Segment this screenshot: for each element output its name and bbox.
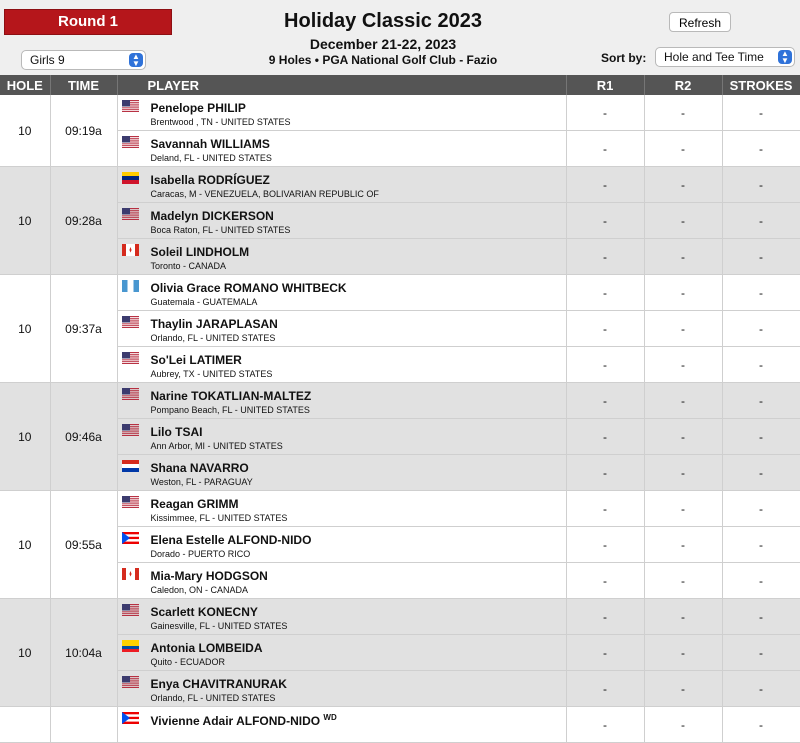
page-title: Holiday Classic 2023 xyxy=(284,10,482,32)
table-row xyxy=(0,527,800,563)
us-flag-icon xyxy=(122,136,139,148)
r1-score: - xyxy=(566,635,644,671)
player-location: Caledon, ON - CANADA xyxy=(150,585,249,595)
sort-select-value: Hole and Tee Time xyxy=(664,50,764,64)
round-tab[interactable]: Round 1 xyxy=(4,9,172,35)
strokes-total: - xyxy=(722,599,800,635)
r2-score: - xyxy=(644,671,722,707)
venezuela-flag-icon xyxy=(122,172,139,184)
r2-score: - xyxy=(644,635,722,671)
strokes-total: - xyxy=(722,635,800,671)
player-cell[interactable] xyxy=(117,383,566,419)
table-row xyxy=(0,131,800,167)
r1-score: - xyxy=(566,491,644,527)
r1-score: - xyxy=(566,275,644,311)
tee-time-cell: 09:37a xyxy=(50,275,117,383)
player-cell[interactable] xyxy=(117,455,566,491)
player-name[interactable]: Thaylin JARAPLASAN xyxy=(150,317,278,331)
table-row xyxy=(0,419,800,455)
player-name[interactable]: Lilo TSAI xyxy=(150,425,203,439)
player-name[interactable]: Shana NAVARRO xyxy=(150,461,249,475)
r1-score: - xyxy=(566,167,644,203)
strokes-total: - xyxy=(722,95,800,131)
us-flag-icon xyxy=(122,388,139,400)
player-location: Orlando, FL - UNITED STATES xyxy=(150,693,276,703)
table-row xyxy=(0,599,800,635)
r1-score: - xyxy=(566,311,644,347)
column-header-r2[interactable]: R2 xyxy=(644,75,722,95)
ecuador-flag-icon xyxy=(122,640,139,652)
r2-score: - xyxy=(644,167,722,203)
player-location: Brentwood , TN - UNITED STATES xyxy=(150,117,291,127)
select-chevron-icon: ▲ ▼ xyxy=(778,50,792,64)
tee-time-cell: 09:19a xyxy=(50,95,117,167)
table-row xyxy=(0,491,800,527)
player-location: Kissimmee, FL - UNITED STATES xyxy=(150,513,288,523)
r1-score: - xyxy=(566,131,644,167)
r2-score: - xyxy=(644,455,722,491)
strokes-total: - xyxy=(722,167,800,203)
column-header-hole[interactable]: HOLE xyxy=(0,75,50,95)
player-location: Aubrey, TX - UNITED STATES xyxy=(150,369,273,379)
player-cell[interactable] xyxy=(117,671,566,707)
paraguay-flag-icon xyxy=(122,460,139,472)
us-flag-icon xyxy=(122,676,139,688)
player-name[interactable]: Mia-Mary HODGSON xyxy=(150,569,268,583)
canada-flag-icon xyxy=(122,244,139,256)
division-select-value: Girls 9 xyxy=(30,53,65,67)
tee-time-cell: 09:28a xyxy=(50,167,117,275)
player-cell[interactable] xyxy=(117,239,566,275)
r1-score: - xyxy=(566,383,644,419)
player-location: Toronto - CANADA xyxy=(150,261,227,271)
strokes-total: - xyxy=(722,311,800,347)
column-header-r1[interactable]: R1 xyxy=(566,75,644,95)
refresh-button[interactable]: Refresh xyxy=(669,12,731,32)
column-header-player[interactable]: PLAYER xyxy=(117,75,566,95)
r1-score: - xyxy=(566,203,644,239)
column-header-time[interactable]: TIME xyxy=(50,75,117,95)
r1-score: - xyxy=(566,671,644,707)
strokes-total: - xyxy=(722,239,800,275)
player-cell[interactable] xyxy=(117,635,566,671)
r1-score: - xyxy=(566,347,644,383)
strokes-total: - xyxy=(722,563,800,599)
hole-cell: 10 xyxy=(0,167,50,275)
division-select[interactable] xyxy=(21,50,146,70)
player-name[interactable]: Penelope PHILIP xyxy=(150,101,246,115)
r2-score: - xyxy=(644,491,722,527)
player-name[interactable]: Scarlett KONECNY xyxy=(150,605,258,619)
sort-label: Sort by: xyxy=(601,51,647,65)
player-name[interactable]: Olivia Grace ROMANO WHITBECK xyxy=(150,281,347,295)
player-location: Guatemala - GUATEMALA xyxy=(150,297,258,307)
us-flag-icon xyxy=(122,100,139,112)
sort-select[interactable] xyxy=(655,47,795,67)
us-flag-icon xyxy=(122,352,139,364)
table-row xyxy=(0,239,800,275)
table-row xyxy=(0,95,800,131)
player-cell[interactable] xyxy=(117,275,566,311)
strokes-total: - xyxy=(722,671,800,707)
player-name[interactable]: Isabella RODRÍGUEZ xyxy=(150,173,270,187)
hole-cell: 10 xyxy=(0,599,50,707)
player-name[interactable]: Madelyn DICKERSON xyxy=(150,209,274,223)
event-dates: December 21-22, 2023 xyxy=(309,36,457,52)
player-cell[interactable] xyxy=(117,347,566,383)
table-row xyxy=(0,383,800,419)
strokes-total: - xyxy=(722,707,800,743)
table-row xyxy=(0,203,800,239)
puerto-rico-flag-icon xyxy=(122,712,139,724)
player-location: Dorado - PUERTO RICO xyxy=(150,549,251,559)
strokes-total: - xyxy=(722,347,800,383)
player-name[interactable]: Antonia LOMBEIDA xyxy=(150,641,263,655)
tee-time-cell: 09:46a xyxy=(50,383,117,491)
player-location: Deland, FL - UNITED STATES xyxy=(150,153,272,163)
table-row xyxy=(0,275,800,311)
strokes-total: - xyxy=(722,275,800,311)
player-location: Gainesville, FL - UNITED STATES xyxy=(150,621,288,631)
r1-score: - xyxy=(566,563,644,599)
tee-time-cell xyxy=(50,707,117,743)
guatemala-flag-icon xyxy=(122,280,139,292)
r2-score: - xyxy=(644,599,722,635)
player-name[interactable]: Soleil LINDHOLM xyxy=(150,245,250,259)
r1-score: - xyxy=(566,707,644,743)
player-cell[interactable] xyxy=(117,167,566,203)
column-header-strokes[interactable]: STROKES xyxy=(722,75,800,95)
hole-cell: 10 xyxy=(0,383,50,491)
r2-score: - xyxy=(644,563,722,599)
r1-score: - xyxy=(566,419,644,455)
player-location: Quito - ECUADOR xyxy=(150,657,226,667)
player-location: Caracas, M - VENEZUELA, BOLIVARIAN REPUBLIC OF xyxy=(150,189,379,199)
hole-cell: 10 xyxy=(0,275,50,383)
header-bar xyxy=(0,0,800,75)
table-row xyxy=(0,563,800,599)
r2-score: - xyxy=(644,527,722,563)
player-cell[interactable] xyxy=(117,131,566,167)
table-row xyxy=(0,671,800,707)
player-cell[interactable] xyxy=(117,563,566,599)
r2-score: - xyxy=(644,311,722,347)
player-cell[interactable] xyxy=(117,419,566,455)
strokes-total: - xyxy=(722,419,800,455)
strokes-total: - xyxy=(722,455,800,491)
player-cell[interactable] xyxy=(117,491,566,527)
withdrawn-badge: WD xyxy=(323,713,337,722)
hole-cell: 10 xyxy=(0,95,50,167)
player-location: Ann Arbor, MI - UNITED STATES xyxy=(150,441,283,451)
player-location: Orlando, FL - UNITED STATES xyxy=(150,333,276,343)
player-name[interactable]: Savannah WILLIAMS xyxy=(150,137,270,151)
hole-cell: 10 xyxy=(0,491,50,599)
r2-score: - xyxy=(644,275,722,311)
strokes-total: - xyxy=(722,131,800,167)
table-row xyxy=(0,311,800,347)
table-row xyxy=(0,635,800,671)
player-location: Pompano Beach, FL - UNITED STATES xyxy=(150,405,310,415)
table-row xyxy=(0,347,800,383)
strokes-total: - xyxy=(722,203,800,239)
table-row xyxy=(0,167,800,203)
r2-score: - xyxy=(644,383,722,419)
tee-times-table xyxy=(0,75,800,743)
player-name[interactable]: So'Lei LATIMER xyxy=(150,353,242,367)
player-name[interactable]: Elena Estelle ALFOND-NIDO xyxy=(150,533,312,547)
player-location: Weston, FL - PARAGUAY xyxy=(150,477,253,487)
table-header-row xyxy=(0,75,800,95)
player-cell[interactable] xyxy=(117,311,566,347)
player-cell[interactable] xyxy=(117,527,566,563)
player-name[interactable]: Narine TOKATLIAN-MALTEZ xyxy=(150,389,312,403)
player-location: Boca Raton, FL - UNITED STATES xyxy=(150,225,291,235)
r1-score: - xyxy=(566,455,644,491)
us-flag-icon xyxy=(122,208,139,220)
us-flag-icon xyxy=(122,424,139,436)
table-row xyxy=(0,455,800,491)
table-row xyxy=(0,707,800,743)
r2-score: - xyxy=(644,347,722,383)
r1-score: - xyxy=(566,599,644,635)
us-flag-icon xyxy=(122,496,139,508)
r1-score: - xyxy=(566,527,644,563)
strokes-total: - xyxy=(722,383,800,419)
r2-score: - xyxy=(644,707,722,743)
puerto-rico-flag-icon xyxy=(122,532,139,544)
player-name[interactable]: Enya CHAVITRANURAK xyxy=(150,677,287,691)
event-venue: 9 Holes • PGA National Golf Club - Fazio xyxy=(268,53,498,67)
r2-score: - xyxy=(644,239,722,275)
player-cell[interactable] xyxy=(117,707,566,743)
r1-score: - xyxy=(566,239,644,275)
player-cell[interactable] xyxy=(117,203,566,239)
r2-score: - xyxy=(644,419,722,455)
player-cell[interactable] xyxy=(117,599,566,635)
us-flag-icon xyxy=(122,316,139,328)
canada-flag-icon xyxy=(122,568,139,580)
tee-time-cell: 10:04a xyxy=(50,599,117,707)
r2-score: - xyxy=(644,95,722,131)
tee-time-cell: 09:55a xyxy=(50,491,117,599)
player-name[interactable]: Vivienne Adair ALFOND-NIDO $^{WD}$ xyxy=(150,713,337,728)
r2-score: - xyxy=(644,131,722,167)
hole-cell xyxy=(0,707,50,743)
player-name[interactable]: Reagan GRIMM xyxy=(150,497,239,511)
r2-score: - xyxy=(644,203,722,239)
strokes-total: - xyxy=(722,491,800,527)
player-cell[interactable] xyxy=(117,95,566,131)
us-flag-icon xyxy=(122,604,139,616)
r1-score: - xyxy=(566,95,644,131)
strokes-total: - xyxy=(722,527,800,563)
select-chevron-icon: ▲ ▼ xyxy=(129,53,143,67)
